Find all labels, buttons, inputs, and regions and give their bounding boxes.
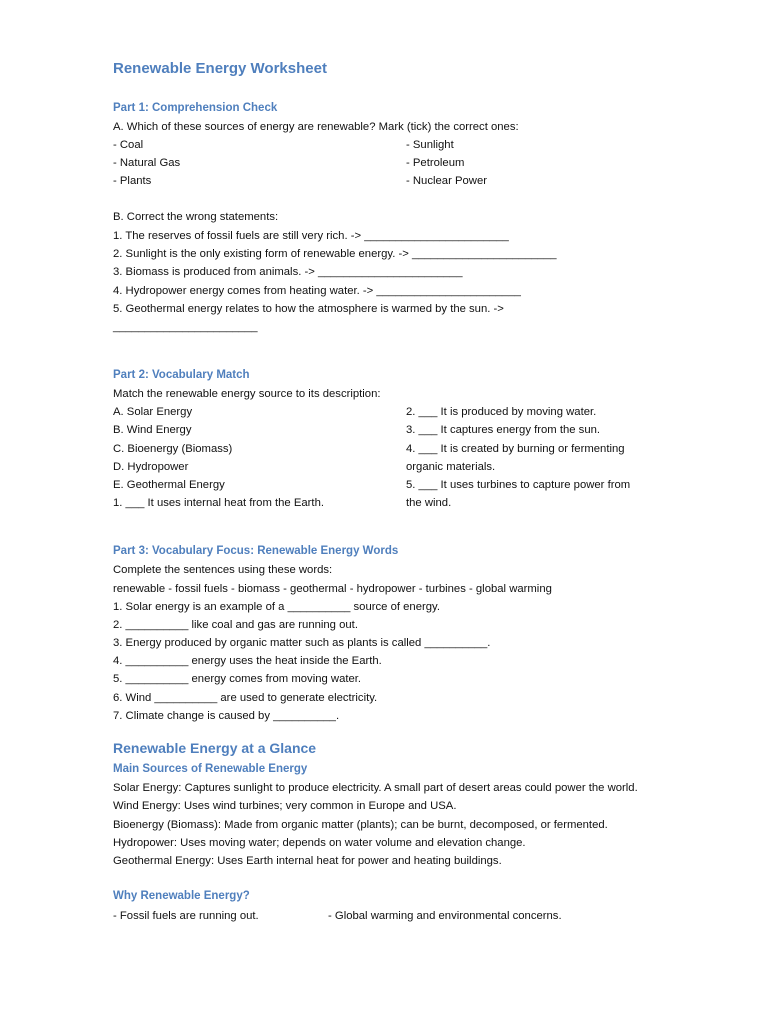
option-sunlight: - Sunlight [406, 139, 454, 151]
part1-heading: Part 1: Comprehension Check [113, 102, 278, 114]
option-coal: - Coal [113, 139, 144, 151]
match-desc-2: 2. ___ It is produced by moving water. [406, 406, 597, 418]
match-desc-4-cont: organic materials. [406, 461, 496, 473]
statement-5-blank: _______________________ [113, 321, 258, 333]
sentence-2: 2. __________ like coal and gas are running out. [113, 619, 358, 631]
sentence-5: 5. __________ energy comes from moving water. [113, 673, 362, 685]
sources-heading: Main Sources of Renewable Energy [113, 763, 308, 775]
part1-instruction-b: B. Correct the wrong statements: [113, 211, 279, 223]
option-plants: - Plants [113, 175, 152, 187]
glance-heading: Renewable Energy at a Glance [113, 740, 317, 756]
option-petroleum: - Petroleum [406, 157, 465, 169]
part2-instruction: Match the renewable energy source to its description: [113, 388, 381, 400]
source-solar: Solar Energy: Captures sunlight to produce electricity. A small part of desert areas could power the world. [113, 782, 638, 794]
match-desc-1: 1. ___ It uses internal heat from the Earth. [113, 497, 324, 509]
statement-4: 4. Hydropower energy comes from heating water. -> _______________________ [113, 285, 521, 297]
sentence-7: 7. Climate change is caused by __________. [113, 710, 340, 722]
statement-3: 3. Biomass is produced from animals. -> _______________________ [113, 266, 463, 278]
match-desc-5-cont: the wind. [406, 497, 452, 509]
word-bank: renewable - fossil fuels - biomass - geothermal - hydropower - turbines - global warming [113, 583, 552, 595]
why-reason-2: - Global warming and environmental concerns. [328, 910, 562, 922]
match-item-d: D. Hydropower [113, 461, 189, 473]
part3-instruction: Complete the sentences using these words: [113, 564, 333, 576]
page-title: Renewable Energy Worksheet [113, 60, 327, 77]
part1-question-a: A. Which of these sources of energy are renewable? Mark (tick) the correct ones: [113, 121, 519, 133]
match-desc-3: 3. ___ It captures energy from the sun. [406, 424, 601, 436]
source-hydropower: Hydropower: Uses moving water; depends on water volume and elevation change. [113, 837, 526, 849]
option-nuclear-power: - Nuclear Power [406, 175, 487, 187]
sentence-4: 4. __________ energy uses the heat inside the Earth. [113, 655, 382, 667]
why-reason-1: - Fossil fuels are running out. [113, 910, 259, 922]
why-heading: Why Renewable Energy? [113, 890, 250, 902]
match-item-c: C. Bioenergy (Biomass) [113, 443, 233, 455]
part2-heading: Part 2: Vocabulary Match [113, 369, 250, 381]
statement-2: 2. Sunlight is the only existing form of renewable energy. -> _______________________ [113, 248, 557, 260]
match-item-b: B. Wind Energy [113, 424, 192, 436]
source-geothermal: Geothermal Energy: Uses Earth internal heat for power and heating buildings. [113, 855, 502, 867]
statement-1: 1. The reserves of fossil fuels are still very rich. -> _______________________ [113, 230, 509, 242]
option-natural-gas: - Natural Gas [113, 157, 181, 169]
match-desc-5: 5. ___ It uses turbines to capture power from [406, 479, 631, 491]
match-item-e: E. Geothermal Energy [113, 479, 225, 491]
match-item-a: A. Solar Energy [113, 406, 193, 418]
part3-heading: Part 3: Vocabulary Focus: Renewable Energy Words [113, 545, 399, 557]
sentence-3: 3. Energy produced by organic matter such as plants is called __________. [113, 637, 491, 649]
match-desc-4: 4. ___ It is created by burning or fermenting [406, 443, 625, 455]
statement-5: 5. Geothermal energy relates to how the atmosphere is warmed by the sun. -> [113, 303, 504, 315]
source-bioenergy: Bioenergy (Biomass): Made from organic matter (plants); can be burnt, decomposed, or fermented. [113, 819, 608, 831]
source-wind: Wind Energy: Uses wind turbines; very common in Europe and USA. [113, 800, 457, 812]
sentence-6: 6. Wind __________ are used to generate electricity. [113, 692, 378, 704]
sentence-1: 1. Solar energy is an example of a __________ source of energy. [113, 601, 440, 613]
